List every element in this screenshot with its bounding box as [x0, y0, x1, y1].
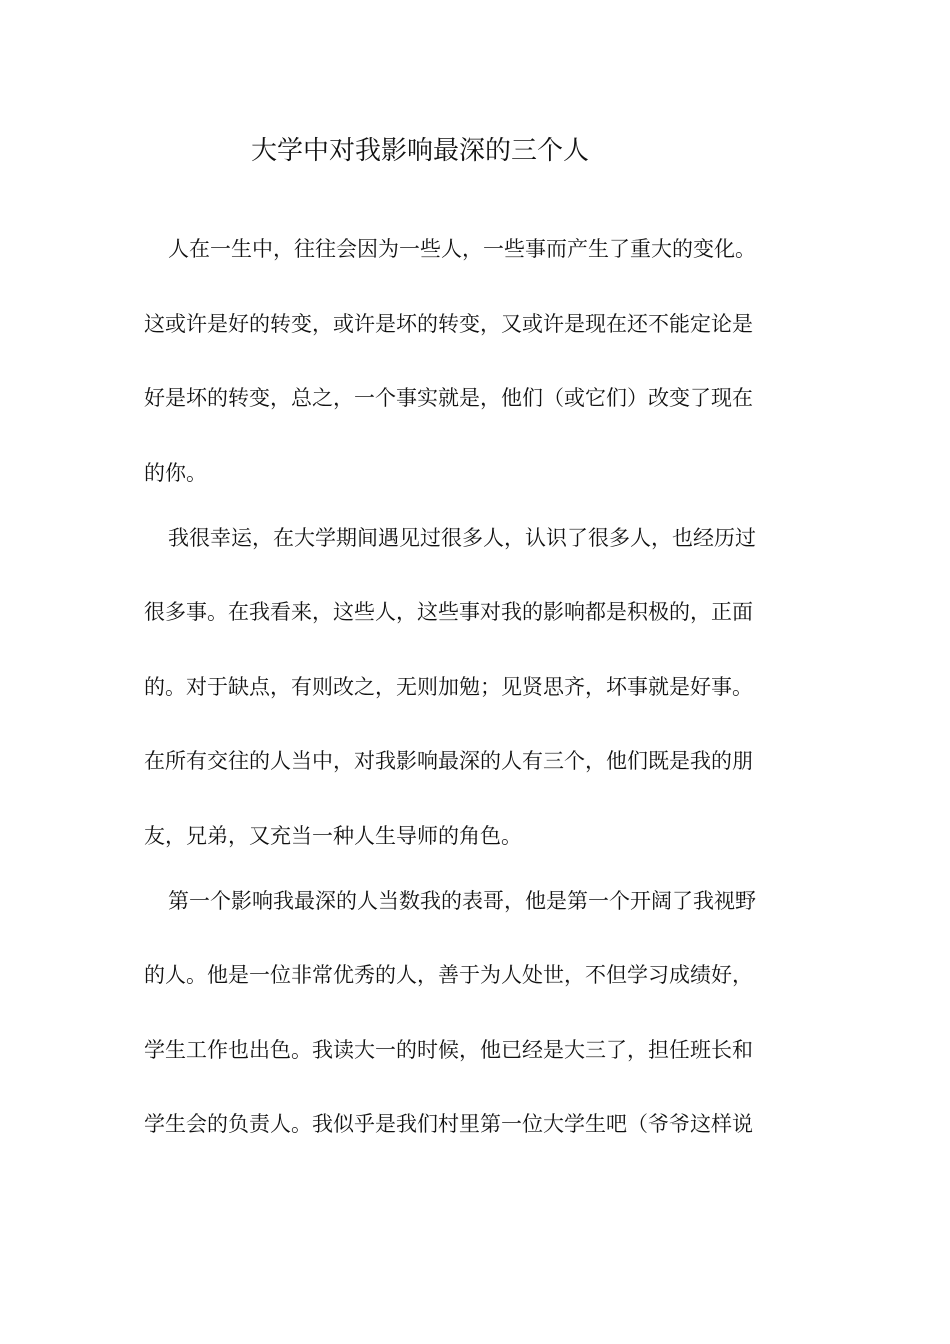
paragraph-line: 这或许是好的转变，或许是坏的转变，又或许是现在还不能定论是: [144, 312, 753, 336]
paragraph-line: 在所有交往的人当中，对我影响最深的人有三个，他们既是我的朋: [144, 749, 753, 773]
paragraph-line: 人在一生中，往往会因为一些人，一些事而产生了重大的变化。: [168, 237, 756, 261]
document-title: 大学中对我影响最深的三个人: [251, 136, 590, 166]
paragraph-line: 第一个影响我最深的人当数我的表哥，他是第一个开阔了我视野: [168, 889, 756, 913]
paragraph-line: 很多事。在我看来，这些人，这些事对我的影响都是积极的，正面: [144, 600, 753, 624]
paragraph-line: 好是坏的转变，总之，一个事实就是，他们（或它们）改变了现在: [144, 386, 753, 410]
paragraph-line: 我很幸运，在大学期间遇见过很多人，认识了很多人，也经历过: [168, 526, 756, 550]
paragraph-line: 的你。: [144, 461, 207, 485]
paragraph-line: 的。对于缺点，有则改之，无则加勉；见贤思齐，坏事就是好事。: [144, 675, 753, 699]
paragraph-line: 学生会的负责人。我似乎是我们村里第一位大学生吧（爷爷这样说: [144, 1112, 753, 1136]
paragraph-line: 学生工作也出色。我读大一的时候，他已经是大三了，担任班长和: [144, 1038, 753, 1062]
paragraph-line: 的人。他是一位非常优秀的人，善于为人处世，不但学习成绩好，: [144, 963, 753, 987]
paragraph-line: 友，兄弟，又充当一种人生导师的角色。: [144, 824, 522, 848]
